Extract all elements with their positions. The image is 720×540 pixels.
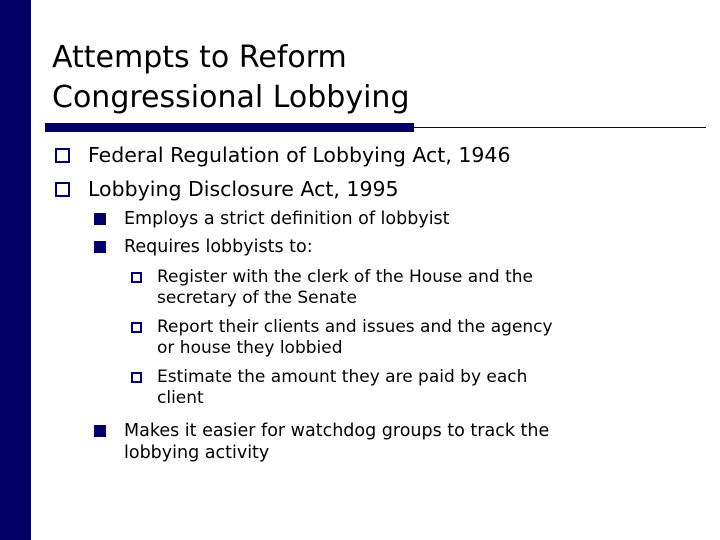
list-item-text-line-2: or house they lobbied — [157, 338, 343, 358]
list-item-text-line-1: Estimate the amount they are paid by each — [157, 367, 528, 387]
list-item-text: Employs a strict definition of lobbyist — [124, 209, 450, 229]
slide-title-line-2: Congressional Lobbying — [52, 80, 410, 115]
list-item-text: Lobbying Disclosure Act, 1995 — [88, 177, 399, 201]
list-item — [157, 317, 553, 359]
list-item-text: Requires lobbyists to: — [124, 237, 313, 257]
list-item — [124, 208, 450, 230]
list-item-text: Federal Regulation of Lobbying Act, 1946 — [88, 143, 511, 167]
list-item-text-line-2: lobbying activity — [124, 443, 270, 463]
list-item-text-line-2: secretary of the Senate — [157, 288, 357, 308]
list-item — [88, 142, 511, 168]
hollow-square-bullet-icon — [131, 272, 142, 283]
title-underline-thick — [45, 123, 414, 132]
filled-square-bullet-icon — [94, 241, 106, 253]
hollow-square-bullet-icon — [131, 372, 142, 383]
list-item-text-line-1: Makes it easier for watchdog groups to track the — [124, 421, 550, 441]
list-item-text-line-1: Register with the clerk of the House and the — [157, 267, 533, 287]
list-item-text-line-2: client — [157, 388, 204, 408]
list-item — [124, 236, 313, 258]
list-item — [157, 267, 533, 309]
left-accent-bar — [0, 0, 31, 540]
filled-square-bullet-icon — [94, 425, 106, 437]
hollow-square-bullet-icon — [55, 182, 70, 197]
list-item — [157, 367, 527, 409]
list-item — [124, 420, 549, 464]
list-item — [88, 176, 399, 202]
slide-title — [52, 38, 692, 118]
title-underline-thin — [414, 127, 706, 128]
slide-title-line-1: Attempts to Reform — [52, 40, 347, 75]
filled-square-bullet-icon — [94, 213, 106, 225]
list-item-text-line-1: Report their clients and issues and the agency — [157, 317, 553, 337]
hollow-square-bullet-icon — [131, 322, 142, 333]
hollow-square-bullet-icon — [55, 148, 70, 163]
